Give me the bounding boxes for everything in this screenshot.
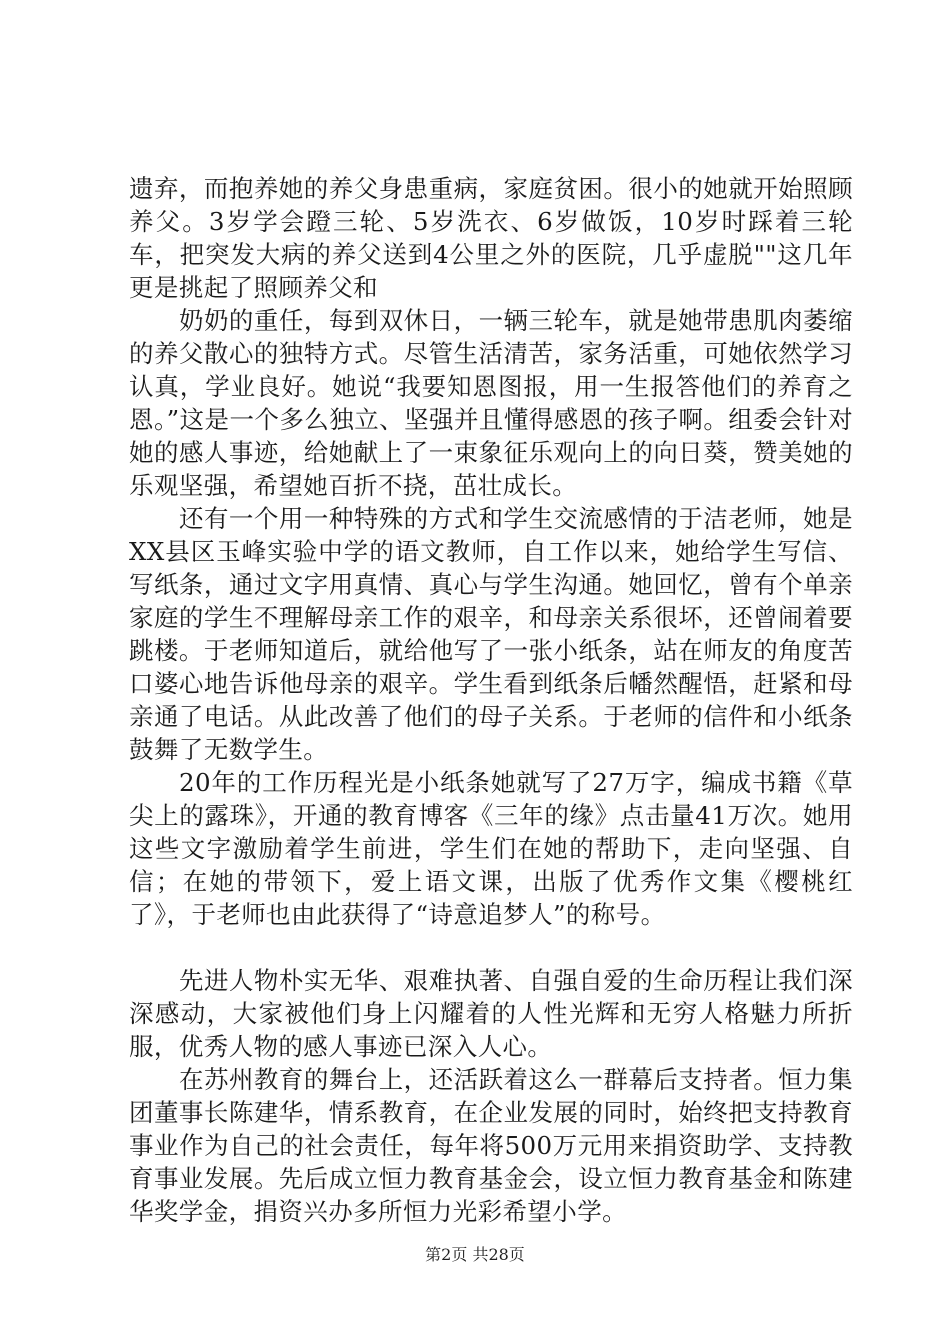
paragraph-spacer (129, 931, 853, 964)
paragraph-1: 遗弃，而抱养她的养父身患重病，家庭贫困。很小的她就开始照顾养父。3岁学会蹬三轮、5岁洗衣、6岁做饭，10岁时踩着三轮车，把突发大病的养父送到4公里之外的医院，几乎虚脱""这几年更是挑起了照顾养父和 (129, 174, 853, 302)
document-body (129, 172, 853, 1228)
page-footer: 第2页 共28页 (425, 1245, 525, 1264)
paragraph-5: 先进人物朴实无华、艰难执著、自强自爱的生命历程让我们深深感动，大家被他们身上闪耀着的人性光辉和无穷人格魅力所折服，优秀人物的感人事迹已深入人心。 (129, 966, 853, 1061)
paragraph-4: 20年的工作历程光是小纸条她就写了27万字，编成书籍《草尖上的露珠》，开通的教育博客《三年的缘》点击量41万次。她用这些文字激励着学生前进，学生们在她的帮助下，走向坚强、自信；在她的带领下，爱上语文课，出版了优秀作文集《樱桃红了》，于老师也由此获得了“诗意追梦人”的称号。 (129, 768, 853, 929)
paragraph-6: 在苏州教育的舞台上，还活跃着这么一群幕后支持者。恒力集团董事长陈建华，情系教育，在企业发展的同时，始终把支持教育事业作为自己的社会责任，每年将500万元用来捐资助学、支持教育事业发展。先后成立恒力教育基金会，设立恒力教育基金和陈建华奖学金，捐资兴办多所恒力光彩希望小学。 (129, 1065, 853, 1226)
paragraph-3: 还有一个用一种特殊的方式和学生交流感情的于洁老师，她是XX县区玉峰实验中学的语文教师，自工作以来，她给学生写信、写纸条，通过文字用真情、真心与学生沟通。她回忆，曾有个单亲家庭的学生不理解母亲工作的艰辛，和母亲关系很坏，还曾闹着要跳楼。于老师知道后，就给他写了一张小纸条，站在师友的角度苦口婆心地告诉他母亲的艰辛。学生看到纸条后幡然醒悟，赶紧和母亲通了电话。从此改善了他们的母子关系。于老师的信件和小纸条鼓舞了无数学生。 (129, 504, 853, 764)
paragraph-2: 奶奶的重任，每到双休日，一辆三轮车，就是她带患肌肉萎缩的养父散心的独特方式。尽管生活清苦，家务活重，可她依然学习认真，学业良好。她说“我要知恩图报，用一生报答他们的养育之恩。”这是一个多么独立、坚强并且懂得感恩的孩子啊。组委会针对她的感人事迹，给她献上了一束象征乐观向上的向日葵，赞美她的乐观坚强，希望她百折不挠，茁壮成长。 (129, 306, 853, 500)
